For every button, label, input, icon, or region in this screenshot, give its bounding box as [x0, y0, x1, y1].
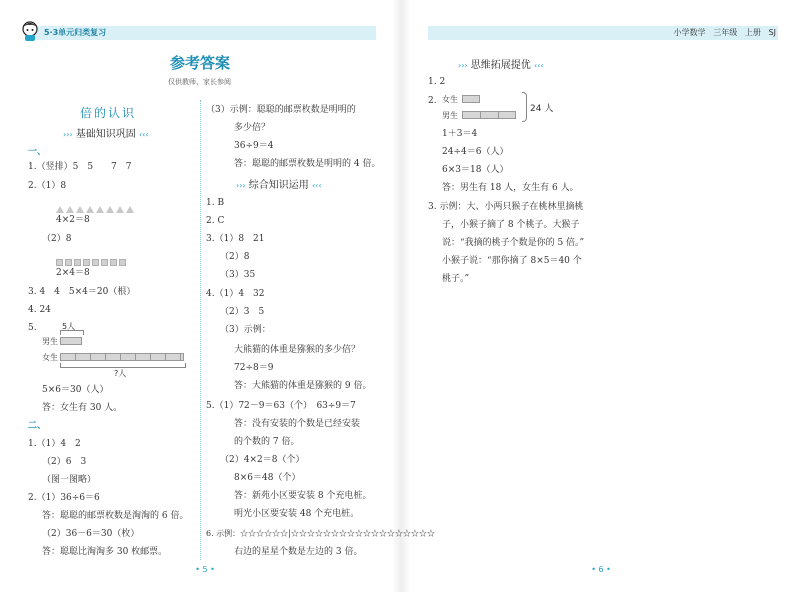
answer-p2-2-2-ans: 答：聪聪比淘淘多 30 枚邮票。: [42, 547, 168, 557]
right-section-title: [458, 56, 544, 71]
answer-s5-1-ans: 答：没有安装的个数是已经安装: [234, 419, 361, 429]
page-subtitle: 仅供教师、家长参阅: [168, 78, 231, 86]
answer-p2-2-1-ans: 答：聪聪的邮票枚数是淘淘的 6 倍。: [42, 511, 189, 521]
subsection-title-basic-text: 基础知识巩固: [75, 129, 136, 140]
answer-c3-line1: （3）示例：聪聪的邮票枚数是明明的: [206, 105, 356, 115]
answer-r2-c3: 6×3＝18（人）: [442, 165, 509, 175]
r2-girl-label: 女生: [442, 95, 458, 104]
answer-r2-ans: 答：男生有 18 人，女生有 6 人。: [442, 183, 579, 193]
r2-boy-label: 男生: [442, 111, 458, 120]
answer-1: 1.（竖排）5 5 7 7: [28, 162, 132, 172]
answer-s5-1-ans2: 的个数的 7 倍。: [234, 437, 300, 447]
answer-p2-2-1: 2.（1）36÷6＝6: [28, 493, 100, 503]
page-number-right: • 6 •: [591, 565, 611, 574]
answer-s4-3: （3）示例：: [220, 325, 271, 335]
subsection-title-comprehensive-text: 综合知识运用: [248, 180, 309, 191]
column-divider: [200, 100, 201, 560]
answer-s4-q: 大熊猫的体重是猕猴的多少倍？: [234, 345, 361, 355]
chevrons-icon: ‹‹‹: [533, 61, 544, 70]
header-left-title: 5·3单元归类复习: [44, 28, 107, 37]
r2-girl-bar: [462, 95, 480, 103]
answer-r3-line3: 说：“我摘的桃子个数是你的 5 倍。”: [442, 238, 585, 248]
answer-s3-1: 3.（1）8 21: [206, 234, 265, 244]
boy-label: 男生: [42, 337, 58, 346]
answer-s6-ans: 右边的星星个数是左边的 3 倍。: [234, 547, 363, 557]
answer-p2-1-2: （2）6 3: [42, 457, 87, 467]
answer-r3-line5: 桃子。”: [442, 274, 470, 284]
answer-5: 5.: [28, 323, 37, 333]
answer-r2-c2: 24÷4＝6（人）: [442, 147, 509, 157]
diagram-bottom-label: ?人: [114, 369, 127, 378]
part-two-label: 二、: [28, 421, 47, 431]
r2-boy-bar: [462, 111, 516, 119]
mascot-icon: [20, 20, 40, 42]
answer-s5-2-ans2: 明光小区要安装 48 个充电桩。: [234, 509, 360, 519]
answer-r3-line4: 小猴子说：“那你摘了 8×5＝40 个: [442, 256, 582, 266]
answer-s3-2: （2）8: [220, 252, 250, 262]
girl-label: 女生: [42, 353, 58, 362]
part-one-label: 一、: [28, 147, 47, 157]
answer-s6-stars: 6. 示例：☆☆☆☆☆☆|☆☆☆☆☆☆☆☆☆☆☆☆☆☆☆☆☆☆: [206, 529, 435, 538]
boy-bar: [60, 337, 82, 345]
answer-r2: 2.: [428, 96, 437, 106]
diagram-top-label: 5人: [62, 322, 76, 331]
right-section-title-text: 思维拓展提优: [470, 60, 531, 71]
brace-top: [60, 330, 84, 335]
answer-p2-1-1: 1.（1）4 2: [28, 439, 81, 449]
r2-brace: [522, 92, 527, 122]
answer-s3-3: （3）35: [220, 270, 256, 280]
answer-r1: 1. 2: [428, 77, 446, 87]
answer-s5-2-calc: 8×6＝48（个）: [234, 473, 301, 483]
answer-s4-ans: 答：大熊猫的体重是猕猴的 9 倍。: [234, 381, 372, 391]
answer-2-2: （2）8: [42, 234, 72, 244]
answer-s4-2: （2）3 5: [220, 307, 265, 317]
r2-total-label: 24 人: [530, 104, 554, 114]
answer-2-1: 2.（1）8: [28, 181, 67, 191]
term-label: 上册: [744, 28, 761, 37]
answer-2-1-calc: 4×2＝8: [56, 215, 90, 225]
answer-p2-2-2: （2）36－6＝30（枚）: [42, 529, 140, 539]
answer-s4-1: 4.（1）4 32: [206, 289, 265, 299]
page-gutter: [392, 0, 410, 592]
page-title: 参考答案: [170, 54, 231, 72]
answer-4: 4. 24: [28, 305, 51, 315]
answer-5-calc: 5×6＝30（人）: [42, 385, 109, 395]
answer-s4-calc: 72÷8＝9: [234, 363, 274, 373]
chevrons-icon: ›››: [458, 61, 468, 70]
answer-r3-line1: 3. 示例：大、小两只猴子在桃林里摘桃: [428, 202, 584, 212]
grade-label: 三年级: [713, 28, 738, 37]
answer-c3-line2: 多少倍？: [234, 123, 271, 133]
answer-p2-1-3: （图一图略）: [42, 475, 97, 485]
chevrons-icon: ‹‹‹: [311, 181, 322, 190]
answer-s2: 2. C: [206, 216, 225, 226]
answer-2-2-calc: 2×4＝8: [56, 268, 90, 278]
header-right-meta: [674, 27, 776, 38]
subject-label: 小学数学: [673, 28, 706, 37]
answer-5-ans: 答：女生有 30 人。: [42, 403, 123, 413]
answer-s1: 1. B: [206, 198, 225, 208]
answer-r2-c1: 1＋3＝4: [442, 129, 478, 139]
answer-s5-1: 5.（1）72－9＝63（个） 63÷9＝7: [206, 401, 356, 411]
subsection-title-basic: [63, 125, 149, 140]
answer-r3-line2: 子，小猴子摘了 8 个桃子。大猴子: [442, 220, 580, 230]
answer-3: 3. 4 4 5×4＝20（根）: [28, 287, 136, 297]
chevrons-icon: ‹‹‹: [138, 130, 149, 139]
answer-s5-2: （2）4×2＝8（个）: [220, 455, 305, 465]
section-title-bei: 倍的认识: [80, 106, 137, 120]
edition-label: SJ: [768, 28, 776, 37]
chevrons-icon: ›››: [236, 181, 246, 190]
page-number-left: • 5 •: [195, 565, 215, 574]
girl-bar: [60, 353, 184, 361]
chevrons-icon: ›››: [63, 130, 73, 139]
answer-c3-ans: 答：聪聪的邮票枚数是明明的 4 倍。: [234, 159, 381, 169]
subsection-title-comprehensive: [236, 176, 322, 191]
answer-s5-2-ans: 答：新苑小区要安装 8 个充电桩。: [234, 491, 372, 501]
answer-c3-calc: 36÷9＝4: [234, 141, 274, 151]
